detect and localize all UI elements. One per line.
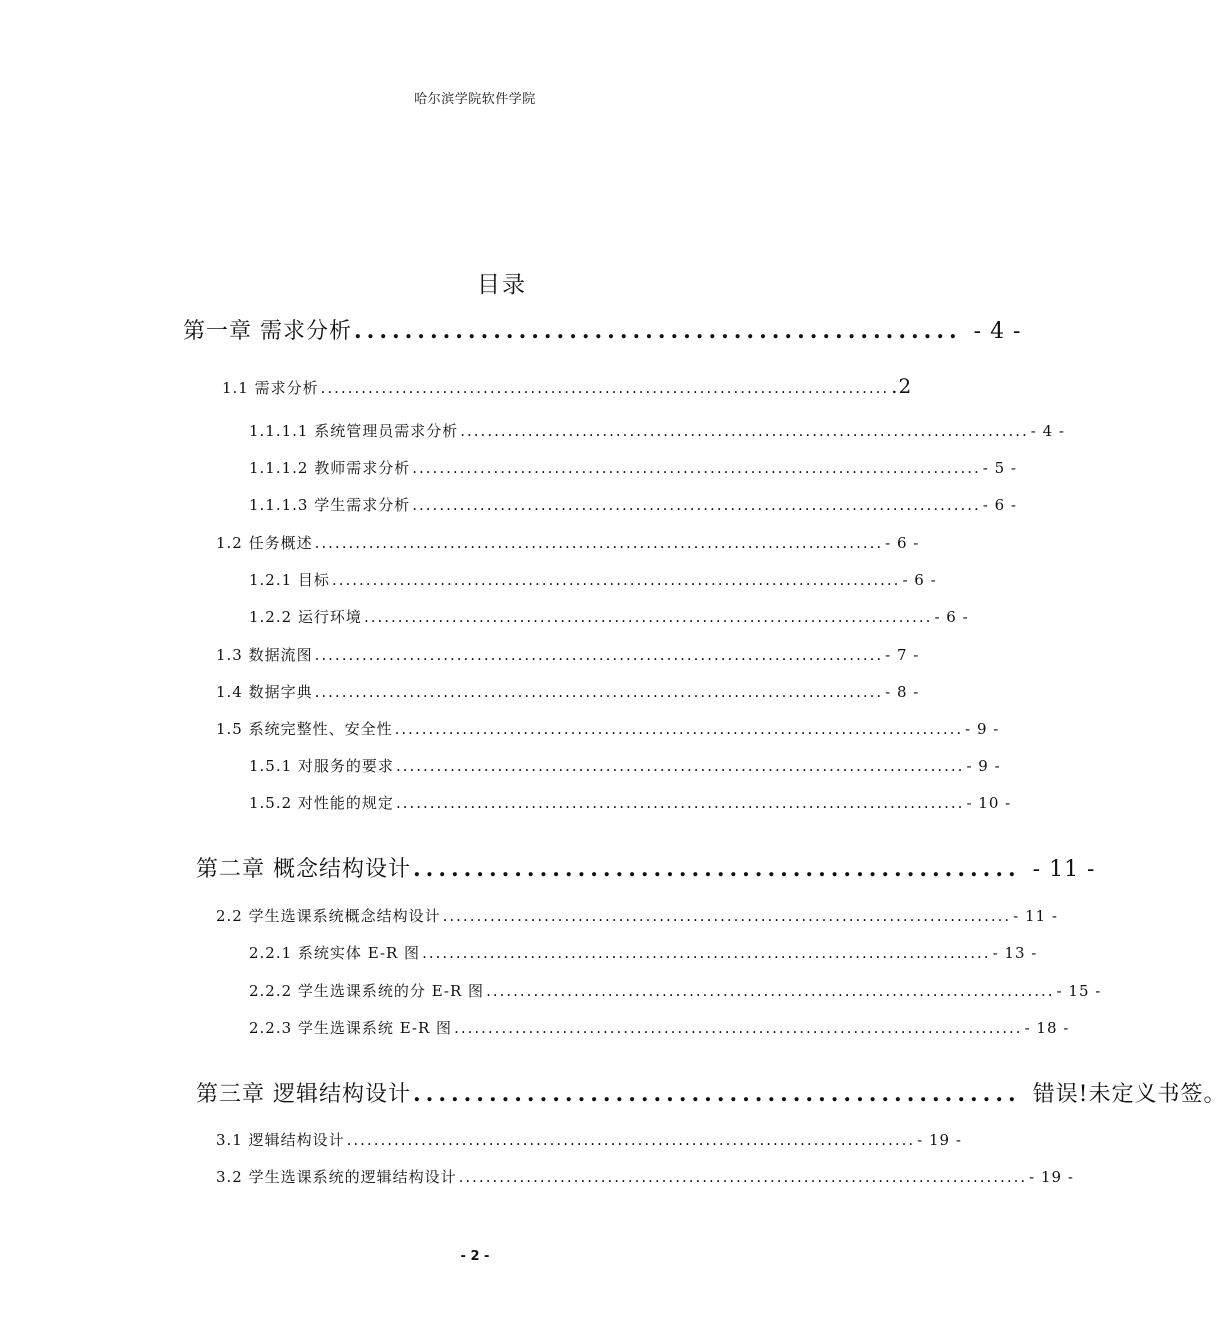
toc-entry-2-2-2[interactable] xyxy=(249,980,1102,1001)
toc-leader-dots: .................................................................................... xyxy=(314,534,884,552)
toc-entry-label: 1.2.2 运行环境 xyxy=(249,608,362,626)
toc-entry-label: 第二章 概念结构设计 xyxy=(196,857,411,882)
toc-entry-1-5-1[interactable] xyxy=(249,755,1001,776)
toc-entry-page: - 5 - xyxy=(982,459,1017,477)
toc-entry-page: - 19 - xyxy=(917,1131,962,1149)
toc-entry-page: - 7 - xyxy=(885,646,920,664)
toc-entry-page: - 9 - xyxy=(966,757,1001,775)
toc-entry-page: - 13 - xyxy=(992,944,1038,962)
toc-entry-page: .2 xyxy=(891,374,913,398)
toc-leader-dots: .................................................................................... xyxy=(320,379,890,397)
toc-entry-page: - 4 - xyxy=(973,319,1022,344)
toc-entry-2-2[interactable] xyxy=(216,905,1058,926)
toc-entry-2-2-3[interactable] xyxy=(249,1017,1070,1038)
toc-entry-2-2-1[interactable] xyxy=(249,942,1038,963)
toc-leader-dots: .................................................................................... xyxy=(412,459,981,477)
toc-title: 目录 xyxy=(477,272,527,298)
toc-entry-chapter-2[interactable] xyxy=(196,852,1096,883)
toc-entry-page: 错误!未定义书签。 xyxy=(1032,1082,1226,1107)
toc-entry-3-1[interactable] xyxy=(216,1129,962,1150)
toc-leader-dots: .................................................................................... xyxy=(314,646,884,664)
toc-entry-page: - 11 - xyxy=(1032,857,1096,882)
toc-entry-1-1-1-1[interactable] xyxy=(249,420,1065,441)
toc-entry-page: - 10 - xyxy=(966,794,1012,812)
toc-leader-dots: ................................................ xyxy=(413,1081,1021,1107)
toc-entry-label: 1.1 需求分析 xyxy=(222,379,319,397)
toc-leader-dots: .................................................................................... xyxy=(454,1019,1023,1037)
toc-leader-dots: ................................................ xyxy=(354,318,962,344)
toc-entry-label: 2.2 学生选课系统概念结构设计 xyxy=(216,907,441,925)
toc-entry-label: 2.2.1 系统实体 E-R 图 xyxy=(249,944,421,962)
toc-entry-page: - 6 - xyxy=(902,571,937,589)
toc-leader-dots: ................................................ xyxy=(413,856,1021,882)
toc-leader-dots: .................................................................................... xyxy=(363,608,933,626)
toc-entry-label: 1.3 数据流图 xyxy=(216,646,313,664)
toc-entry-1-1-1-3[interactable] xyxy=(249,494,1017,515)
toc-leader-dots: .................................................................................... xyxy=(422,944,991,962)
toc-entry-1-1-1-2[interactable] xyxy=(249,457,1017,478)
toc-leader-dots: .................................................................................... xyxy=(460,422,1029,440)
toc-leader-dots: .................................................................................... xyxy=(331,571,901,589)
toc-entry-label: 第一章 需求分析 xyxy=(183,319,352,344)
toc-entry-label: 1.2 任务概述 xyxy=(216,534,313,552)
toc-entry-page: - 18 - xyxy=(1024,1019,1070,1037)
toc-leader-dots: .................................................................................... xyxy=(412,496,981,514)
toc-entry-chapter-1[interactable] xyxy=(183,314,1022,345)
toc-entry-label: 1.1.1.2 教师需求分析 xyxy=(249,459,411,477)
toc-leader-dots: .................................................................................... xyxy=(486,982,1055,1000)
toc-entry-page: - 11 - xyxy=(1013,907,1058,925)
toc-leader-dots: .................................................................................... xyxy=(394,720,964,738)
toc-entry-label: 3.2 学生选课系统的逻辑结构设计 xyxy=(216,1168,457,1186)
toc-entry-3-2[interactable] xyxy=(216,1166,1074,1187)
toc-entry-1-3[interactable] xyxy=(216,644,920,665)
toc-entry-1-5-2[interactable] xyxy=(249,792,1012,813)
toc-entry-page: - 19 - xyxy=(1029,1168,1074,1186)
toc-leader-dots: .................................................................................... xyxy=(314,683,884,701)
toc-entry-label: 2.2.2 学生选课系统的分 E-R 图 xyxy=(249,982,485,1000)
toc-entry-page: - 15 - xyxy=(1056,982,1102,1000)
page-header: 哈尔滨学院软件学院 xyxy=(414,92,536,107)
toc-entry-1-2-1[interactable] xyxy=(249,569,937,590)
toc-entry-page: - 4 - xyxy=(1030,422,1065,440)
toc-entry-page: - 6 - xyxy=(885,534,920,552)
toc-entry-label: 1.1.1.3 学生需求分析 xyxy=(249,496,411,514)
toc-entry-label: 1.5 系统完整性、安全性 xyxy=(216,720,393,738)
toc-entry-label: 1.2.1 目标 xyxy=(249,571,330,589)
toc-entry-1-5[interactable] xyxy=(216,718,1000,739)
toc-entry-chapter-3[interactable] xyxy=(196,1077,1226,1108)
toc-entry-page: - 6 - xyxy=(982,496,1017,514)
toc-entry-label: 1.4 数据字典 xyxy=(216,683,313,701)
toc-entry-label: 第三章 逻辑结构设计 xyxy=(196,1082,411,1107)
toc-entry-1-1[interactable] xyxy=(222,374,913,398)
toc-leader-dots: .................................................................................... xyxy=(395,794,965,812)
toc-entry-label: 1.5.1 对服务的要求 xyxy=(249,757,394,775)
toc-entry-page: - 6 - xyxy=(934,608,969,626)
toc-entry-1-2[interactable] xyxy=(216,532,920,553)
toc-entry-label: 2.2.3 学生选课系统 E-R 图 xyxy=(249,1019,453,1037)
toc-leader-dots: .................................................................................... xyxy=(346,1131,916,1149)
toc-entry-1-2-2[interactable] xyxy=(249,606,969,627)
toc-entry-label: 1.5.2 对性能的规定 xyxy=(249,794,394,812)
toc-leader-dots: .................................................................................... xyxy=(458,1168,1028,1186)
toc-entry-label: 1.1.1.1 系统管理员需求分析 xyxy=(249,422,459,440)
toc-entry-1-4[interactable] xyxy=(216,681,920,702)
toc-entry-label: 3.1 逻辑结构设计 xyxy=(216,1131,345,1149)
toc-entry-page: - 9 - xyxy=(965,720,1000,738)
toc-entry-page: - 8 - xyxy=(885,683,920,701)
page-number: - 2 - xyxy=(460,1249,490,1264)
toc-leader-dots: .................................................................................... xyxy=(442,907,1012,925)
toc-leader-dots: .................................................................................... xyxy=(395,757,965,775)
